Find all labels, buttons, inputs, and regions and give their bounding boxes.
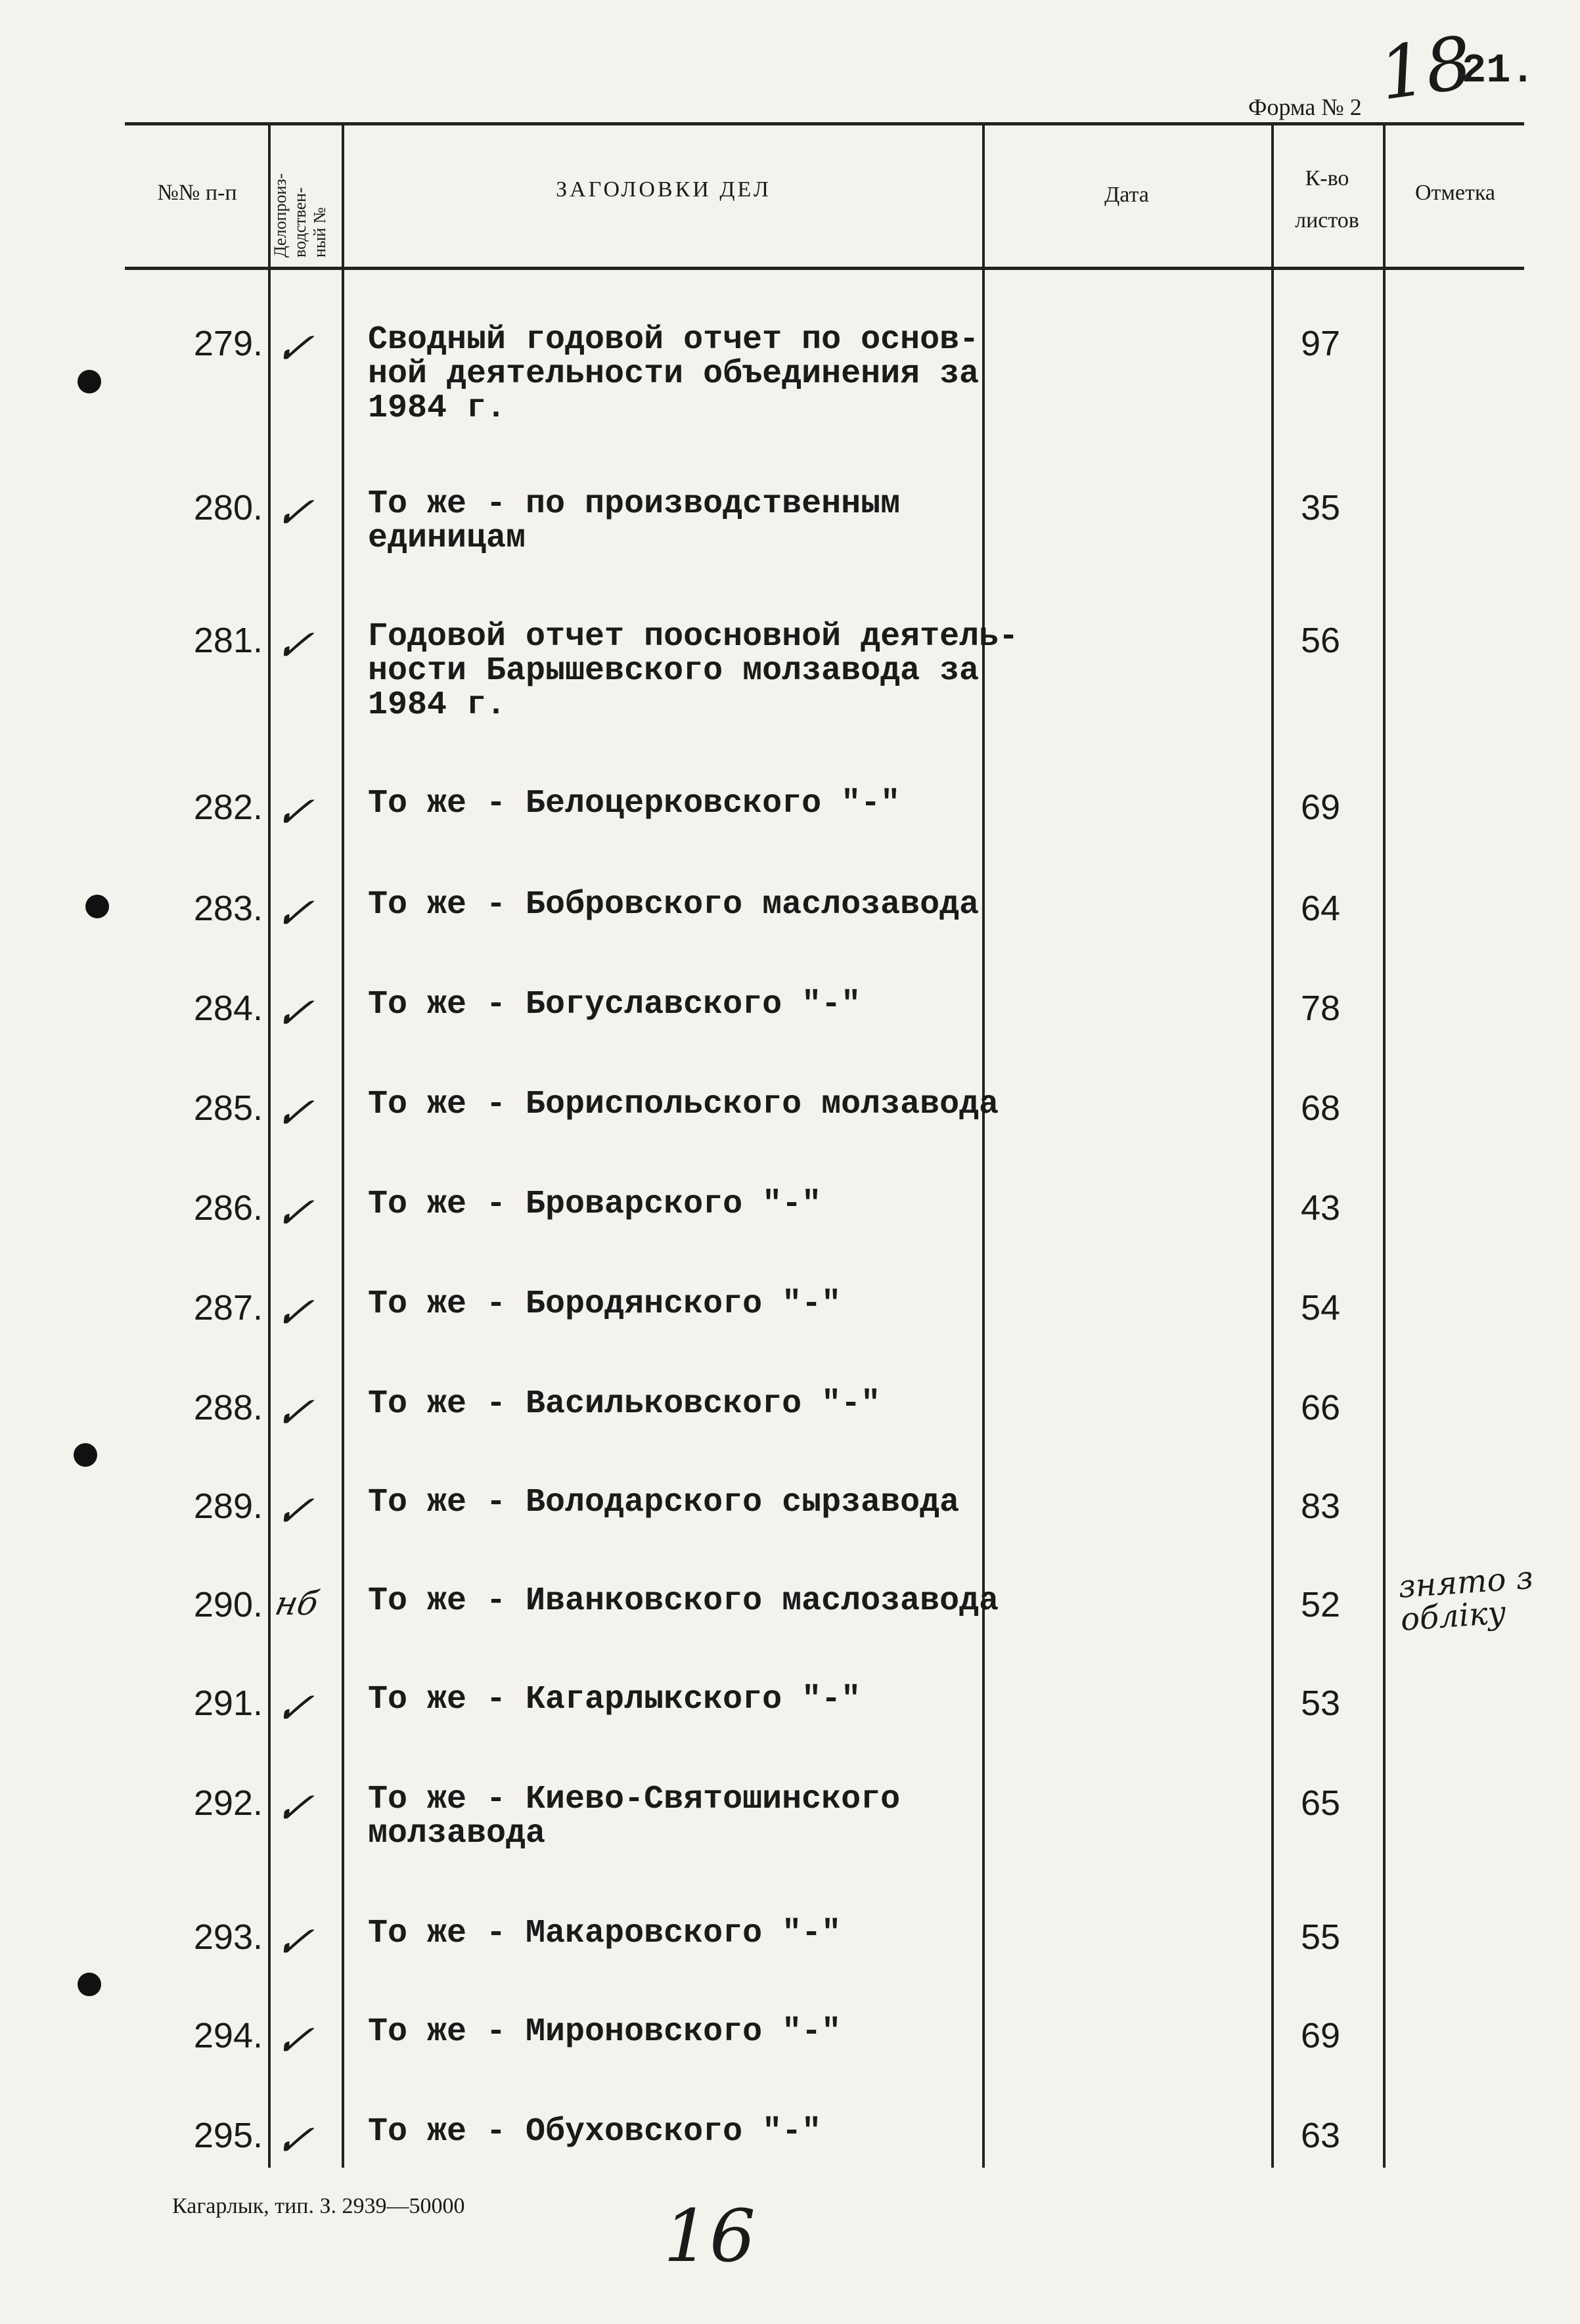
punch-hole [85,895,109,918]
case-number: 282. [193,788,263,827]
case-note [1399,317,1569,329]
case-note [1399,1082,1569,1094]
header-number: №№ п-п [157,181,237,205]
case-title: То же - Бориспольского молзавода [368,1086,999,1123]
case-title: То же - Кагарлыкского "-" [368,1681,861,1718]
handwritten-page-number: 16 [664,2194,756,2278]
case-number: 287. [193,1288,263,1328]
punch-hole [78,370,101,393]
case-note [1399,781,1569,793]
check-mark: нб [271,1584,322,1622]
column-divider-number [268,125,271,2168]
check-mark: ✓ [270,1683,318,1733]
check-mark: ✓ [270,1387,318,1438]
case-number: 289. [193,1486,263,1526]
form-label: Форма № 2 [1248,94,1362,120]
check-mark: ✓ [270,888,318,939]
case-title: То же - Мироновского "-" [368,2013,842,2051]
case-number: 279. [193,324,263,363]
case-title: То же - Бородянского "-" [368,1285,842,1323]
sheet-count: 97 [1300,324,1341,363]
check-mark: ✓ [270,487,318,538]
check-mark: ✓ [270,620,318,671]
column-divider-date [1271,125,1274,2168]
sheet-count: 78 [1300,989,1341,1028]
sheet-count: 53 [1300,1684,1341,1723]
case-number: 290. [193,1585,263,1624]
check-mark: ✓ [270,988,318,1039]
sheet-count: 65 [1300,1783,1341,1823]
case-title: То же - по производственным единицам [368,485,901,557]
case-note [1399,1381,1569,1393]
case-note [1399,2109,1569,2121]
case-title: То же - Броварского "-" [368,1186,822,1223]
case-title: Сводный годовой отчет по основ- ной деятельности объединения за 1984 г. [368,321,980,427]
sheet-count: 54 [1300,1288,1341,1328]
sheet-count: 55 [1300,1917,1341,1957]
check-mark: ✓ [270,1188,318,1238]
case-number: 283. [193,889,263,928]
sheet-count: 66 [1300,1388,1341,1427]
header-office-number: Делопроиз- водствен- ный № [271,173,329,257]
case-title: То же - Белоцерковского "-" [368,785,901,822]
sheet-count: 69 [1300,788,1341,827]
case-number: 292. [193,1783,263,1823]
sheet-count: 83 [1300,1486,1341,1526]
sheet-count: 69 [1300,2016,1341,2055]
case-number: 286. [193,1188,263,1228]
punch-hole [74,1443,97,1467]
column-divider-sheets [1383,125,1386,2168]
header-sheets: К-во листов [1295,166,1359,233]
check-mark: ✓ [270,2115,318,2166]
column-divider-title [982,125,985,2168]
case-number: 281. [193,621,263,660]
case-title: То же - Бобровского маслозавода [368,886,980,924]
case-note [1399,1282,1569,1293]
case-note [1399,1677,1569,1689]
sheet-count: 43 [1300,1188,1341,1228]
check-mark: ✓ [270,2015,318,2066]
case-title: То же - Васильковского "-" [368,1385,881,1423]
case-note [1399,1480,1569,1492]
header-bottom-rule [125,267,1524,270]
sheet-count: 56 [1300,621,1341,660]
case-title: То же - Обуховского "-" [368,2113,822,2151]
header-date: Дата [1104,183,1149,207]
sheet-count: 52 [1300,1585,1341,1624]
case-number: 284. [193,989,263,1028]
check-mark: ✓ [270,1486,318,1536]
punch-hole [78,1973,101,1996]
case-note [1399,1182,1569,1194]
case-title: То же - Володарского сырзавода [368,1484,960,1521]
case-title: Годовой отчет поосновной деятель- ности Барышевского молзавода за 1984 г. [368,618,1019,724]
case-title: То же - Киево-Святошинского молзавода [368,1781,901,1852]
case-number: 293. [193,1917,263,1957]
case-note [1399,1777,1569,1789]
case-note [1399,1911,1569,1923]
case-note [1399,882,1569,894]
case-number: 294. [193,2016,263,2055]
check-mark: ✓ [270,1917,318,1967]
header-note: Отметка [1415,181,1495,205]
check-mark: ✓ [270,1287,318,1338]
case-note: знято з обліку [1397,1559,1535,1638]
handwritten-sheet-number: 18 [1374,20,1478,117]
printer-imprint: Кагарлык, тип. З. 2939—50000 [172,2194,465,2218]
check-mark: ✓ [270,1783,318,1833]
case-title: То же - Макаровского "-" [368,1915,842,1952]
check-mark: ✓ [270,1088,318,1138]
case-note [1399,481,1569,493]
case-note [1399,982,1569,994]
case-number: 288. [193,1388,263,1427]
case-title: То же - Богуславского "-" [368,986,861,1023]
page-number: 21. [1462,47,1535,94]
sheet-count: 63 [1300,2116,1341,2155]
sheet-count: 68 [1300,1088,1341,1128]
sheet-count: 64 [1300,889,1341,928]
case-number: 295. [193,2116,263,2155]
case-number: 291. [193,1684,263,1723]
header-top-rule [125,122,1524,125]
check-mark: ✓ [270,787,318,838]
case-note [1399,2009,1569,2021]
case-number: 285. [193,1088,263,1128]
case-note [1399,614,1569,626]
column-divider-office [342,125,344,2168]
header-titles: ЗАГОЛОВКИ ДЕЛ [556,177,771,202]
check-mark: ✓ [270,323,318,374]
case-number: 280. [193,488,263,527]
case-title: То же - Иванковского маслозавода [368,1582,999,1620]
sheet-count: 35 [1300,488,1341,527]
